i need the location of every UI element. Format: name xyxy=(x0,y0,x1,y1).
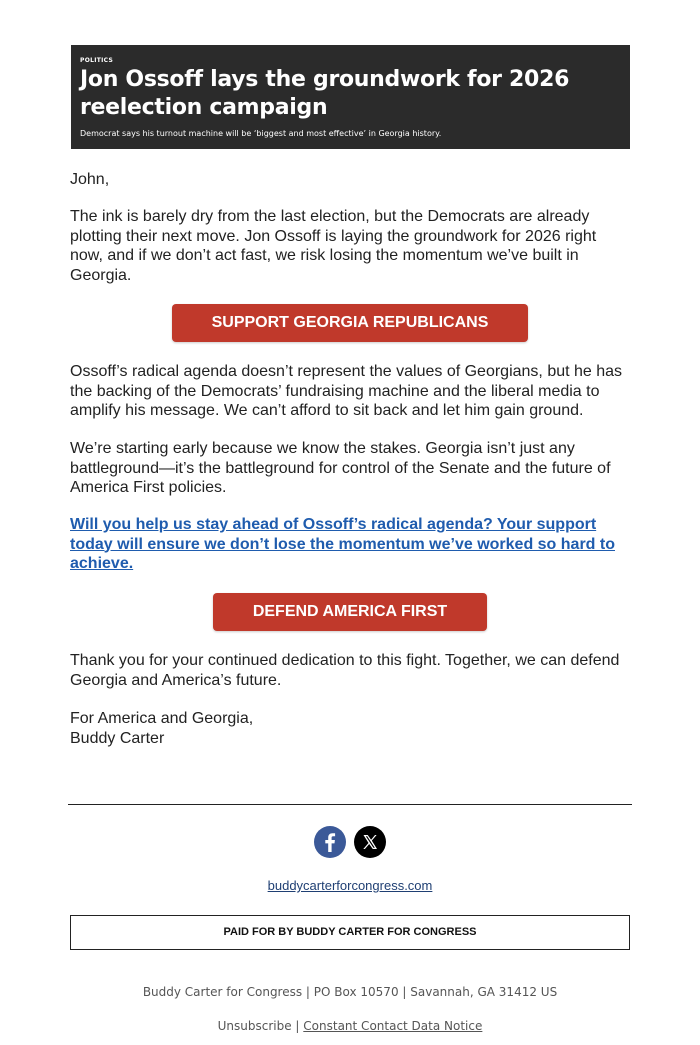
paragraph-agenda xyxy=(70,362,630,421)
footer-separator: | xyxy=(295,1019,300,1033)
website-link-row xyxy=(70,878,630,893)
website-link[interactable]: buddycarterforcongress.com xyxy=(267,878,433,893)
signoff-closing: For America and Georgia, xyxy=(70,710,254,727)
signoff-name: Buddy Carter xyxy=(70,729,165,747)
cta-link-paragraph xyxy=(70,515,630,574)
greeting xyxy=(70,170,630,190)
paid-for-disclaimer: PAID FOR BY BUDDY CARTER FOR CONGRESS xyxy=(70,915,630,950)
cta-link[interactable]: Will you help us stay ahead of Ossoff’s radical agenda? Your support today will ensure we don’t lose the momentum we’ve worked so hard to achieve. xyxy=(70,516,615,572)
banner-subtitle: Democrat says his turnout machine will be ‘biggest and most effective’ in Georgia history. xyxy=(80,129,442,138)
paragraph-intro-text: The ink is barely dry from the last election, but the Democrats are already plotting their next move. Jon Ossoff is laying the groundwork for 2026 right now, and if we don’t act fast, we risk losing the momentum we’ve built in Georgia. xyxy=(70,208,597,284)
unsubscribe-link[interactable]: Unsubscribe xyxy=(217,1019,292,1033)
support-georgia-republicans-button[interactable]: SUPPORT GEORGIA REPUBLICANS xyxy=(172,304,528,342)
x-glyph xyxy=(354,826,386,858)
defend-america-first-button[interactable]: DEFEND AMERICA FIRST xyxy=(213,593,487,631)
x-icon[interactable] xyxy=(354,826,386,858)
paragraph-agenda-text: Ossoff’s radical agenda doesn’t represent the values of Georgians, but he has the backing of the Democrats’ fundraising machine and the liberal media to amplify his message. We can’t afford to sit back and let him gain ground. xyxy=(70,363,623,419)
headline-banner xyxy=(71,45,630,149)
paragraph-thanks-text: Thank you for your continued dedication to this fight. Together, we can defend Georgia and America’s future. xyxy=(70,652,620,689)
mailing-address: Buddy Carter for Congress | PO Box 10570 | Savannah, GA 31412 US xyxy=(142,985,558,999)
signoff xyxy=(70,709,630,748)
footer-links xyxy=(70,1019,630,1033)
paragraph-thanks xyxy=(70,651,630,690)
greeting-text: John, xyxy=(70,171,110,188)
data-notice-link[interactable]: Constant Contact Data Notice xyxy=(303,1019,483,1033)
banner-kicker: POLITICS xyxy=(80,57,114,64)
paragraph-intro xyxy=(70,207,630,285)
footer-divider xyxy=(68,804,632,805)
paragraph-stakes xyxy=(70,439,630,498)
banner-title: Jon Ossoff lays the groundwork for 2026 reelection campaign xyxy=(80,67,570,120)
facebook-glyph xyxy=(314,826,346,858)
facebook-icon[interactable] xyxy=(314,826,346,858)
paragraph-stakes-text: We’re starting early because we know the stakes. Georgia isn’t just any battleground—it’s the battleground for control of the Senate and the future of America First policies. xyxy=(70,440,611,496)
